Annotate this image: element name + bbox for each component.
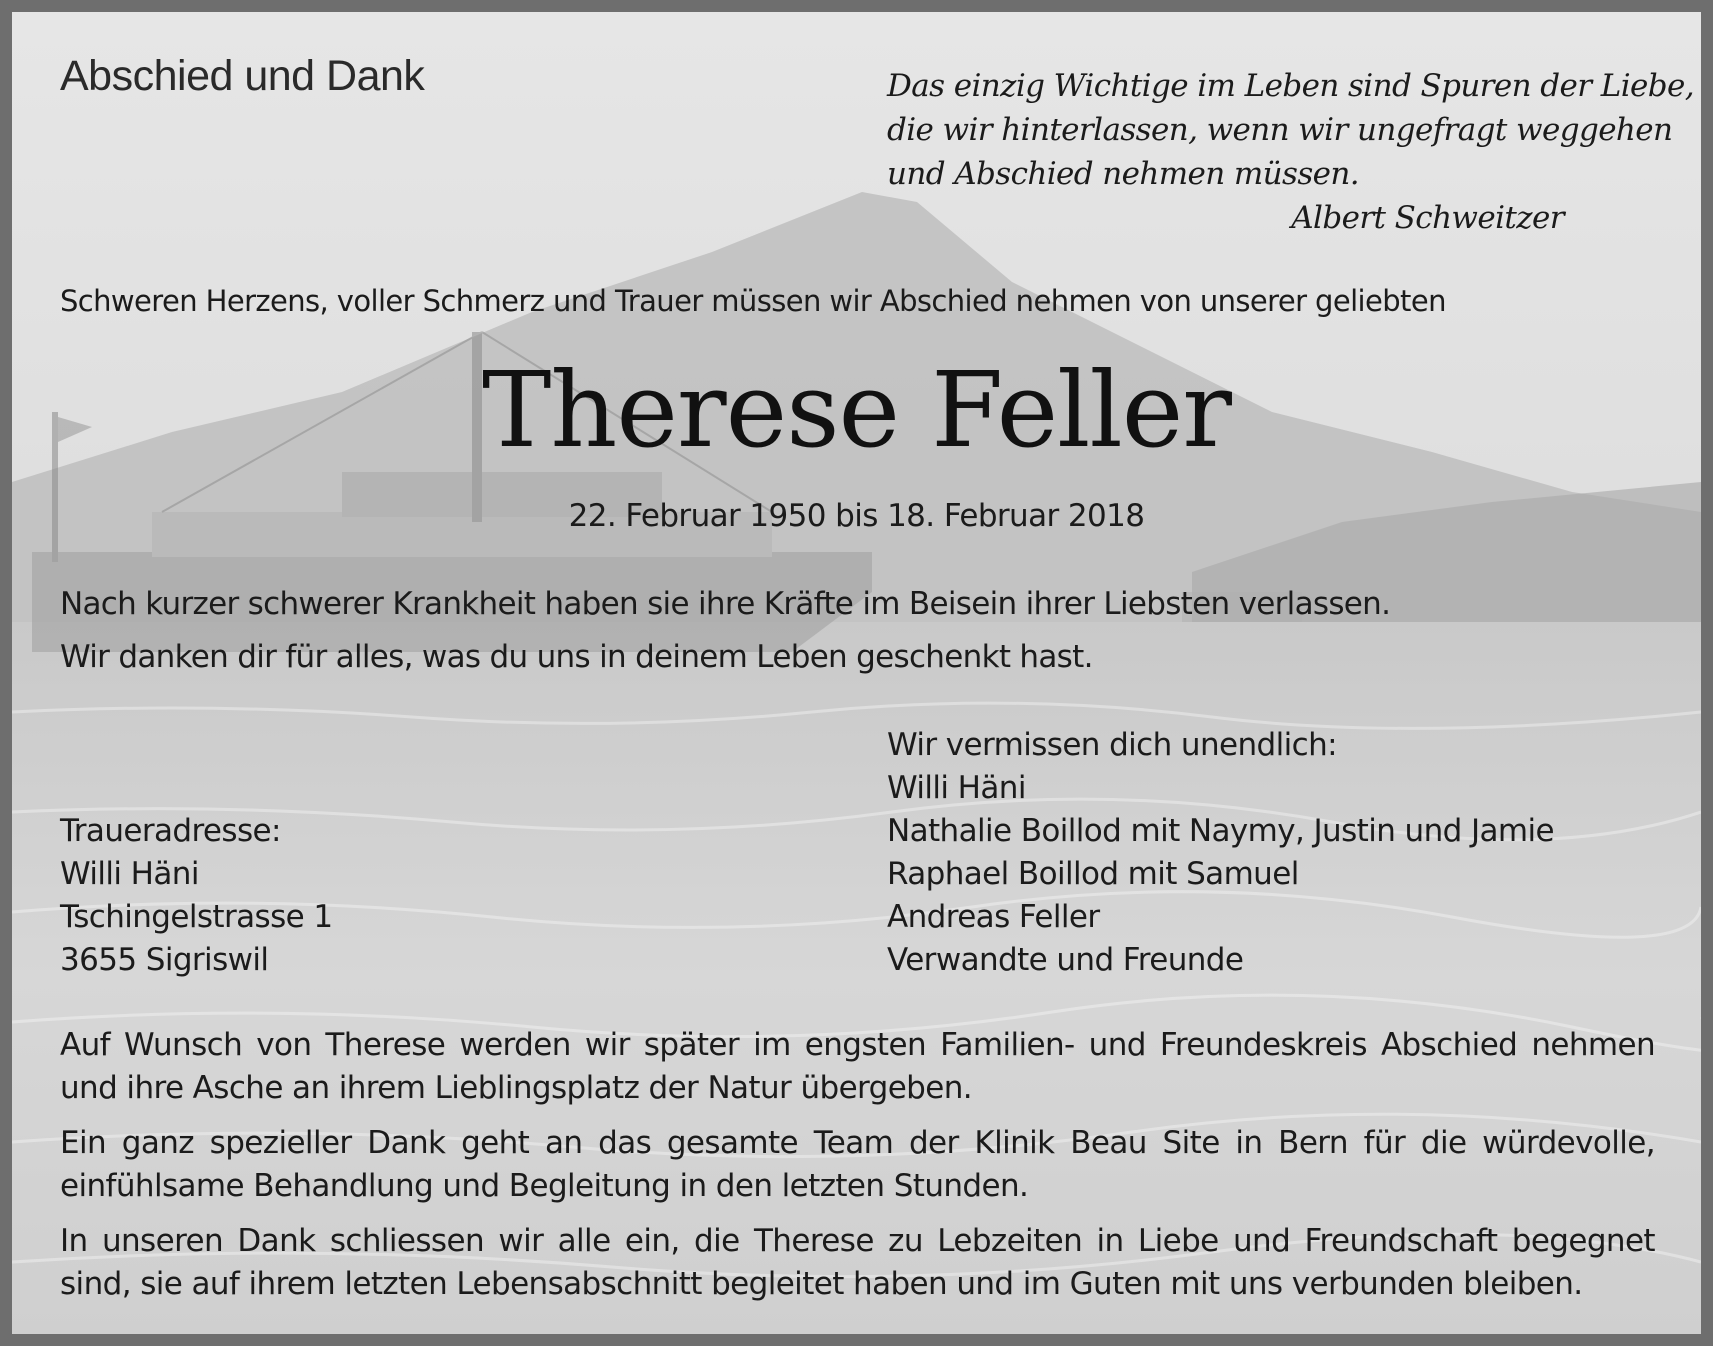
intro-text: Schweren Herzens, voller Schmerz und Trauer müssen wir Abschied nehmen von unserer geliebten — [60, 284, 1446, 318]
address-line: 3655 Sigriswil — [60, 942, 269, 978]
family-member: Raphael Boillod mit Samuel — [887, 856, 1299, 892]
deceased-name: Therese Feller — [482, 349, 1231, 471]
family-heading: Wir vermissen dich unendlich: — [887, 727, 1337, 763]
family-member: Verwandte und Freunde — [887, 942, 1244, 978]
closing-paragraph: In unseren Dank schliessen wir alle ein, die Therese zu Lebzeiten in Liebe und Freundschaft begegnet sind, sie auf ihrem letzten Lebensabschnitt begleitet haben und im Guten mit uns verbunden bleiben. — [60, 1223, 1655, 1302]
card-heading: Abschied und Dank — [60, 52, 425, 100]
quote-line: die wir hinterlassen, wenn wir ungefragt weggehen — [887, 112, 1673, 148]
closing-text — [60, 1024, 1655, 1318]
life-dates: 22. Februar 1950 bis 18. Februar 2018 — [568, 498, 1145, 534]
quote-line: und Abschied nehmen müssen. — [887, 156, 1360, 192]
address-label: Traueradresse: — [60, 813, 281, 849]
family-member: Nathalie Boillod mit Naymy, Justin und Jamie — [887, 813, 1554, 849]
closing-paragraph: Ein ganz spezieller Dank geht an das gesamte Team der Klinik Beau Site in Bern für die würdevolle, einfühlsame Behandlung und Begleitung in den letzten Stunden. — [60, 1125, 1655, 1204]
quote-line: Das einzig Wichtige im Leben sind Spuren der Liebe, — [887, 68, 1695, 104]
closing-paragraph: Auf Wunsch von Therese werden wir später im engsten Familien- und Freundeskreis Abschied nehmen und ihre Asche an ihrem Lieblingsplatz der Natur übergeben. — [60, 1027, 1655, 1106]
family-member: Willi Häni — [887, 770, 1026, 806]
address-line: Willi Häni — [60, 856, 199, 892]
mourning-address — [60, 810, 332, 982]
quote-author: Albert Schweitzer — [1291, 200, 1564, 236]
family-list — [887, 724, 1554, 982]
paragraph-thanks: Wir danken dir für alles, was du uns in deinem Leben geschenkt hast. — [60, 639, 1093, 675]
paragraph-illness: Nach kurzer schwerer Krankheit haben sie ihre Kräfte im Beisein ihrer Liebsten verlassen. — [60, 586, 1391, 622]
address-line: Tschingelstrasse 1 — [60, 899, 333, 935]
family-member: Andreas Feller — [887, 899, 1100, 935]
quote-block — [887, 64, 1695, 240]
